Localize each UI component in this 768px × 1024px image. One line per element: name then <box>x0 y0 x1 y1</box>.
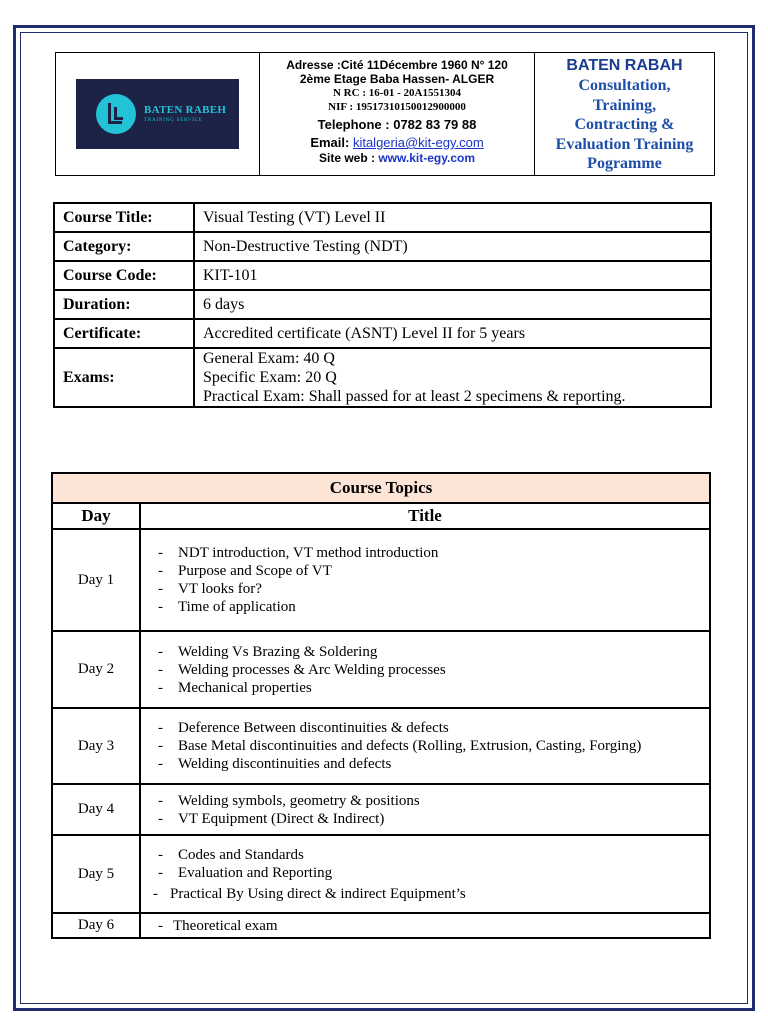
info-label: Course Title: <box>54 203 194 232</box>
logo-cell <box>56 53 260 175</box>
info-label: Duration: <box>54 290 194 319</box>
list-item: - Mechanical properties <box>158 679 312 696</box>
day-topics <box>140 631 710 708</box>
list-item: - Codes and Standards <box>158 846 304 863</box>
topic-row <box>52 913 710 938</box>
list-item: - Welding processes & Arc Welding processes <box>158 661 446 678</box>
info-value: 6 days <box>194 290 711 319</box>
column-header-day: Day <box>52 503 140 529</box>
website-link[interactable]: www.kit-egy.com <box>378 151 476 165</box>
address-line-2: 2ème Etage Baba Hassen- ALGER <box>299 72 495 86</box>
info-label: Category: <box>54 232 194 261</box>
list-item: - Theoretical exam <box>158 917 278 934</box>
contact-info <box>260 53 535 175</box>
company-logo <box>76 79 239 149</box>
day-label: Day 6 <box>52 913 140 938</box>
info-row <box>54 290 711 319</box>
info-value: Non-Destructive Testing (NDT) <box>194 232 711 261</box>
exam-line: Specific Exam: 20 Q <box>203 369 337 386</box>
exam-line: General Exam: 40 Q <box>203 350 335 367</box>
logo-mark-icon <box>96 94 136 134</box>
brand-desc-5: Pogramme <box>587 155 662 172</box>
list-item: - Deference Between discontinuities & defects <box>158 720 449 736</box>
info-value: Accredited certificate (ASNT) Level II for 5 years <box>194 319 711 348</box>
letterhead <box>55 52 715 176</box>
brand-desc-3: Contracting & <box>574 116 675 133</box>
topic-row <box>52 631 710 708</box>
day-label: Day 1 <box>52 529 140 631</box>
address-line-1: Adresse :Cité 11Décembre 1960 N° 120 <box>286 58 508 72</box>
info-row <box>54 203 711 232</box>
info-row <box>54 261 711 290</box>
list-item: - Practical By Using direct & indirect Equipment’s <box>153 885 466 902</box>
info-label: Certificate: <box>54 319 194 348</box>
nif-number: NIF : 19517310150012900000 <box>328 101 466 113</box>
topic-row <box>52 529 710 631</box>
list-item: - Purpose and Scope of VT <box>158 563 332 579</box>
course-info-table <box>53 202 712 408</box>
topics-caption: Course Topics <box>52 473 710 503</box>
day-label: Day 3 <box>52 708 140 784</box>
brand-desc-2: Training, <box>592 96 657 114</box>
logo-tagline: TRAINING SERVICE <box>144 118 203 123</box>
info-value: Visual Testing (VT) Level II <box>194 203 711 232</box>
telephone: Telephone : 0782 83 79 88 <box>317 117 477 132</box>
brand-desc-1: Consultation, <box>578 77 671 94</box>
exam-line: Practical Exam: Shall passed for at least 2 specimens & reporting. <box>203 388 626 405</box>
list-item: - Welding symbols, geometry & positions <box>158 792 420 809</box>
topic-row <box>52 708 710 784</box>
brand-desc-4: Evaluation Training <box>555 135 694 153</box>
day-label: Day 5 <box>52 835 140 913</box>
list-item: - VT looks for? <box>158 581 262 597</box>
list-item: - NDT introduction, VT method introduction <box>158 545 439 561</box>
topic-row <box>52 835 710 913</box>
info-value: KIT-101 <box>194 261 711 290</box>
list-item: - Welding Vs Brazing & Soldering <box>158 643 378 660</box>
list-item: - Time of application <box>158 599 296 615</box>
website-line: Site web : www.kit-egy.com <box>318 151 476 165</box>
list-item: - Evaluation and Reporting <box>158 864 333 881</box>
list-item: - Welding discontinuities and defects <box>158 756 392 772</box>
day-topics <box>140 529 710 631</box>
email-line: Email: kitalgeria@kit-egy.com <box>310 135 484 150</box>
day-topics <box>140 784 710 835</box>
exams-value <box>194 348 711 407</box>
day-topics <box>140 835 710 913</box>
topic-row <box>52 784 710 835</box>
info-label: Course Code: <box>54 261 194 290</box>
column-header-title: Title <box>140 503 710 529</box>
logo-brand: BATEN RABEH <box>144 104 227 116</box>
info-row <box>54 232 711 261</box>
info-row <box>54 319 711 348</box>
list-item: - Base Metal discontinuities and defects (Rolling, Extrusion, Casting, Forging) <box>158 738 642 754</box>
brand-name: BATEN RABAH <box>566 57 683 74</box>
info-row-exams <box>54 348 711 407</box>
info-label: Exams: <box>54 348 194 407</box>
day-label: Day 4 <box>52 784 140 835</box>
brand-cell <box>535 53 714 175</box>
day-topics <box>140 708 710 784</box>
email-link[interactable]: kitalgeria@kit-egy.com <box>352 135 484 150</box>
list-item: - VT Equipment (Direct & Indirect) <box>158 810 385 827</box>
day-topics <box>140 913 710 938</box>
course-topics-table <box>51 472 711 939</box>
day-label: Day 2 <box>52 631 140 708</box>
nrc-number: N RC : 16-01 - 20A1551304 <box>332 87 461 99</box>
